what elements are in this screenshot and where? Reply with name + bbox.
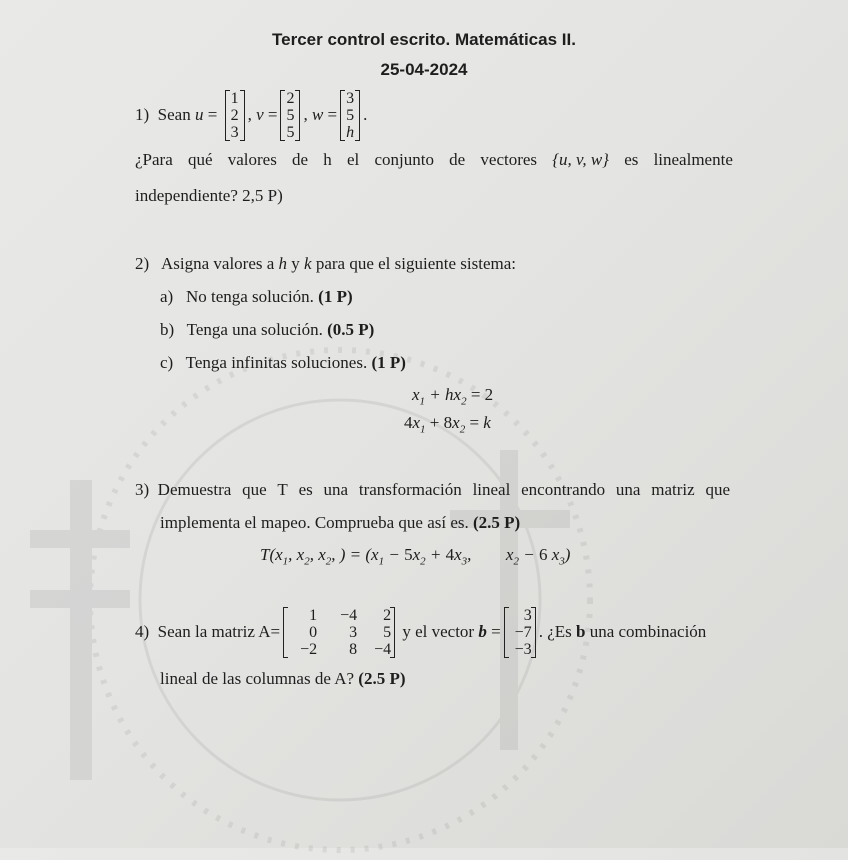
q4-number: 4)	[135, 622, 150, 641]
q1-question-line1: ¿Para qué valores de h el conjunto de vectores {u, v, w} es linealmente	[135, 150, 733, 169]
vector-u: 1 2 3	[225, 90, 245, 141]
exam-date: 25-04-2024	[380, 60, 468, 79]
vector-b: 3 −7 −3	[504, 607, 536, 658]
q2-item-a: a) No tenga solución. (1 P)	[160, 287, 353, 306]
q2-item-b: b) Tenga una solución. (0.5 P)	[160, 320, 375, 339]
matrix-a: 1 −4 2 0 3 5 −2 8 −4	[283, 607, 395, 658]
university-seal-watermark	[0, 300, 660, 860]
q3-line2: implementa el mapeo. Comprueba que así es. (2.5 P)	[160, 513, 521, 532]
q3-transformation-formula: $T(x_1$, $x_2$, $x_2$, ) = ($x_1 - 5x_2 + 4x_3$, $x_2 - 6$ $x_3$)	[260, 545, 571, 568]
q1-sean: Sean	[157, 105, 191, 124]
q1-question-line2: independiente? 2,5 P)	[135, 186, 283, 205]
q4-points: (2.5 P)	[358, 669, 406, 688]
vector-v: 2 5 5	[280, 90, 300, 141]
q3-points: (2.5 P)	[473, 513, 521, 532]
q2-equation-1: $x_1 + hx_2 = 2$	[412, 385, 494, 408]
q2-equation-2: $4x_1 + 8x_2 = k$	[404, 413, 491, 436]
q1-vectors-line: 1) Sean u = 1 2 3 , v = 2 5 5 , w = 3 5 h .	[135, 89, 368, 141]
q4-line1: 4) Sean la matriz A= 1 −4 2 0 3 5 −2 8 −4 y el vector b = 3 −7 −3 . ¿Es b una combinación	[135, 606, 707, 658]
q3-line1: 3) Demuestra que T es una transformación lineal encontrando una matriz que	[135, 480, 730, 499]
q3-number: 3)	[135, 480, 150, 499]
vector-w: 3 5 h	[340, 90, 360, 141]
q2-item-c: c) Tenga infinitas soluciones. (1 P)	[160, 353, 406, 372]
q4-line2: lineal de las columnas de A? (2.5 P)	[160, 669, 406, 688]
q2-intro: 2) Asigna valores a h y k para que el siguiente sistema:	[135, 254, 517, 273]
q1-points: 2,5 P)	[242, 186, 283, 205]
exam-title: Tercer control escrito. Matemáticas II.	[272, 30, 576, 49]
q2-number: 2)	[135, 254, 150, 273]
q1-number: 1)	[135, 105, 150, 124]
